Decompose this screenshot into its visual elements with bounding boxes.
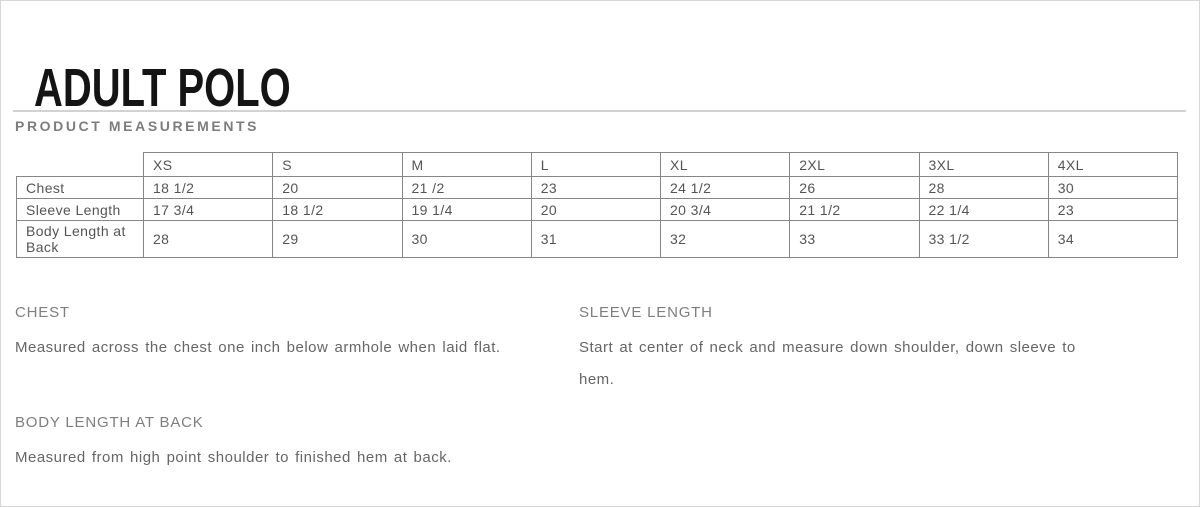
body-length-definition-text: Measured from high point shoulder to finished hem at back. — [15, 449, 452, 466]
body-length-definition-heading: BODY LENGTH AT BACK — [15, 414, 204, 431]
chest-3xl: 28 — [919, 177, 1048, 199]
chest-definition-text: Measured across the chest one inch below armhole when laid flat. — [15, 339, 501, 356]
chest-l: 23 — [531, 177, 660, 199]
horizontal-divider — [13, 110, 1186, 112]
body-m: 30 — [402, 221, 531, 258]
col-header-xs: XS — [144, 153, 273, 177]
chest-xs: 18 1/2 — [144, 177, 273, 199]
sleeve-s: 18 1/2 — [273, 199, 402, 221]
chest-xl: 24 1/2 — [661, 177, 790, 199]
chest-s: 20 — [273, 177, 402, 199]
page-title: ADULT POLO — [34, 58, 291, 119]
col-header-s: S — [273, 153, 402, 177]
col-header-3xl: 3XL — [919, 153, 1048, 177]
sleeve-2xl: 21 1/2 — [790, 199, 919, 221]
chest-4xl: 30 — [1048, 177, 1177, 199]
table-row-sleeve-length — [17, 199, 1178, 221]
row-label-body-length: Body Length at Back — [17, 221, 144, 258]
body-2xl: 33 — [790, 221, 919, 258]
chest-definition — [15, 304, 555, 364]
body-xl: 32 — [661, 221, 790, 258]
measurements-table — [16, 152, 1178, 258]
row-label-chest: Chest — [17, 177, 144, 199]
body-length-definition — [15, 414, 555, 474]
table-row-body-length — [17, 221, 1178, 258]
sleeve-length-definition-heading: SLEEVE LENGTH — [579, 304, 713, 321]
sleeve-l: 20 — [531, 199, 660, 221]
sleeve-length-definition — [579, 304, 1101, 396]
sleeve-4xl: 23 — [1048, 199, 1177, 221]
chest-definition-heading: CHEST — [15, 304, 70, 321]
col-header-4xl: 4XL — [1048, 153, 1177, 177]
sleeve-m: 19 1/4 — [402, 199, 531, 221]
body-l: 31 — [531, 221, 660, 258]
table-corner-cell — [17, 153, 144, 177]
col-header-2xl: 2XL — [790, 153, 919, 177]
table-header-row — [17, 153, 1178, 177]
col-header-l: L — [531, 153, 660, 177]
row-label-sleeve-length: Sleeve Length — [17, 199, 144, 221]
sleeve-3xl: 22 1/4 — [919, 199, 1048, 221]
chest-2xl: 26 — [790, 177, 919, 199]
body-3xl: 33 1/2 — [919, 221, 1048, 258]
col-header-xl: XL — [661, 153, 790, 177]
sleeve-xl: 20 3/4 — [661, 199, 790, 221]
col-header-m: M — [402, 153, 531, 177]
sleeve-xs: 17 3/4 — [144, 199, 273, 221]
chest-m: 21 /2 — [402, 177, 531, 199]
sleeve-length-definition-text: Start at center of neck and measure down shoulder, down sleeve to hem. — [579, 339, 1076, 388]
product-measurements-heading: PRODUCT MEASUREMENTS — [15, 118, 260, 134]
body-s: 29 — [273, 221, 402, 258]
body-xs: 28 — [144, 221, 273, 258]
table-row-chest — [17, 177, 1178, 199]
body-4xl: 34 — [1048, 221, 1177, 258]
